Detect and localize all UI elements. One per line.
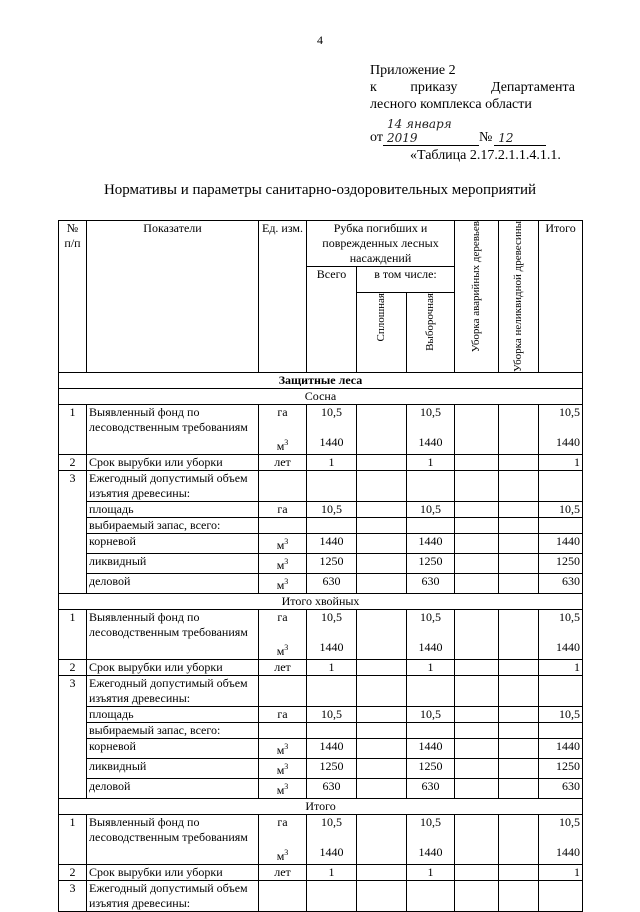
- value-total: 630: [539, 574, 583, 594]
- unit-cell: [259, 518, 307, 534]
- unit-superscript: 3: [284, 762, 289, 772]
- group-header-row: [59, 799, 583, 815]
- table-row: [59, 759, 583, 779]
- value-selective: 10,5: [407, 707, 455, 723]
- unit-cell: лет: [259, 455, 307, 471]
- indicator-name: Выявленный фонд по лесоводственным требованиям: [87, 405, 259, 455]
- value-clear: [357, 865, 407, 881]
- unit-cell: [259, 815, 307, 865]
- page-number: 4: [317, 33, 323, 47]
- value-line-1: 10,5: [420, 405, 441, 420]
- value-line-1: 10,5: [420, 610, 441, 625]
- header-total-all: Всего: [307, 267, 357, 373]
- value-selective: [407, 676, 455, 707]
- value-total-all: 630: [307, 574, 357, 594]
- indicator-name: Срок вырубки или уборки: [87, 455, 259, 471]
- value-line-1: 10,5: [321, 610, 342, 625]
- value-illiquid: [499, 865, 539, 881]
- unit-cell: [259, 610, 307, 660]
- value-line-1: га: [277, 815, 288, 830]
- unit-cell: [259, 471, 307, 502]
- header-illiquid-text: Уборка неликвидной древесины: [512, 221, 524, 373]
- value-emergency: [455, 779, 499, 799]
- value-line-2: 1440: [418, 435, 443, 450]
- value-total-all: [307, 723, 357, 739]
- indicator-name: Ежегодный допустимый объем изъятия древесины:: [87, 881, 259, 912]
- value-total-all: [307, 815, 357, 865]
- header-clear: [357, 293, 407, 373]
- indicator-name: Ежегодный допустимый объем изъятия древесины:: [87, 471, 259, 502]
- value-total-all: 1: [307, 455, 357, 471]
- value-clear: [357, 779, 407, 799]
- indicator-name: площадь: [87, 502, 259, 518]
- unit-superscript: 3: [284, 848, 289, 858]
- value-selective: [407, 881, 455, 912]
- value-total: [539, 676, 583, 707]
- unit-superscript: 3: [284, 643, 289, 653]
- value-illiquid: [499, 405, 539, 455]
- indicator-name: ликвидный: [87, 759, 259, 779]
- value-total: 1: [539, 455, 583, 471]
- value-line-2: [261, 845, 304, 864]
- row-number: 2: [59, 455, 87, 471]
- unit-superscript: 3: [284, 577, 289, 587]
- value-line-1: 10,5: [420, 815, 441, 830]
- value-total: [539, 815, 583, 865]
- norms-table: [58, 220, 583, 912]
- value-total: 1440: [539, 534, 583, 554]
- value-line-1: 10,5: [559, 405, 580, 420]
- value-clear: [357, 676, 407, 707]
- value-illiquid: [499, 676, 539, 707]
- value-clear: [357, 518, 407, 534]
- row-number: 3: [59, 676, 87, 799]
- value-clear: [357, 534, 407, 554]
- value-selective: 1250: [407, 554, 455, 574]
- value-line-1: 10,5: [559, 610, 580, 625]
- value-total-all: 1440: [307, 534, 357, 554]
- value-selective: 1440: [407, 739, 455, 759]
- value-line-1: га: [277, 610, 288, 625]
- value-total-all: 630: [307, 779, 357, 799]
- unit-text: м: [276, 644, 285, 659]
- unit-text: м: [276, 763, 285, 778]
- unit-cell: [259, 405, 307, 455]
- table-row: [59, 881, 583, 912]
- value-total-all: [307, 405, 357, 455]
- unit-cell: [259, 554, 307, 574]
- indicator-name: ликвидный: [87, 554, 259, 574]
- value-illiquid: [499, 815, 539, 865]
- value-emergency: [455, 455, 499, 471]
- value-illiquid: [499, 534, 539, 554]
- value-total: [539, 405, 583, 455]
- indicator-name: деловой: [87, 779, 259, 799]
- value-line-2: 1440: [418, 640, 443, 655]
- indicator-name: Срок вырубки или уборки: [87, 660, 259, 676]
- value-illiquid: [499, 707, 539, 723]
- group-title: Сосна: [59, 389, 583, 405]
- value-total: 1: [539, 865, 583, 881]
- value-emergency: [455, 534, 499, 554]
- value-total: 10,5: [539, 502, 583, 518]
- value-line-1: га: [277, 405, 288, 420]
- value-selective: 1: [407, 660, 455, 676]
- value-clear: [357, 471, 407, 502]
- value-emergency: [455, 707, 499, 723]
- value-clear: [357, 739, 407, 759]
- value-selective: 1250: [407, 759, 455, 779]
- value-total: [539, 723, 583, 739]
- value-line-2: 1440: [319, 640, 344, 655]
- value-line-2: 1440: [556, 845, 580, 860]
- value-emergency: [455, 518, 499, 534]
- value-emergency: [455, 865, 499, 881]
- value-clear: [357, 455, 407, 471]
- value-selective: 1: [407, 865, 455, 881]
- value-total: 1440: [539, 739, 583, 759]
- indicator-name: Ежегодный допустимый объем изъятия древесины:: [87, 676, 259, 707]
- unit-text: м: [276, 743, 285, 758]
- value-line-2: [261, 435, 304, 454]
- appendix-word-order: приказу: [410, 80, 458, 95]
- value-illiquid: [499, 471, 539, 502]
- value-total-all: [307, 471, 357, 502]
- group-header-row: [59, 594, 583, 610]
- value-emergency: [455, 554, 499, 574]
- unit-superscript: 3: [284, 782, 289, 792]
- header-selective: [407, 293, 455, 373]
- unit-cell: [259, 676, 307, 707]
- indicator-name: деловой: [87, 574, 259, 594]
- value-total: [539, 471, 583, 502]
- appendix-word-department: Департамента: [490, 80, 575, 95]
- unit-superscript: 3: [284, 557, 289, 567]
- value-emergency: [455, 723, 499, 739]
- value-emergency: [455, 815, 499, 865]
- value-selective: [407, 471, 455, 502]
- group-header-row: [59, 389, 583, 405]
- table-row: [59, 405, 583, 455]
- header-indicators: Показатели: [87, 221, 259, 373]
- value-line-2: [261, 640, 304, 659]
- header-unit: Ед. изм.: [259, 221, 307, 373]
- value-line-2: 1440: [556, 640, 580, 655]
- unit-text: м: [276, 783, 285, 798]
- value-selective: 1440: [407, 534, 455, 554]
- value-selective: [407, 405, 455, 455]
- appendix-block: [370, 62, 575, 146]
- unit-superscript: 3: [284, 537, 289, 547]
- value-illiquid: [499, 518, 539, 534]
- indicator-name: корневой: [87, 739, 259, 759]
- value-total: [539, 610, 583, 660]
- value-clear: [357, 759, 407, 779]
- value-total-all: 1440: [307, 739, 357, 759]
- value-total: 1: [539, 660, 583, 676]
- value-illiquid: [499, 610, 539, 660]
- table-row: [59, 707, 583, 723]
- value-clear: [357, 707, 407, 723]
- value-total-all: [307, 881, 357, 912]
- value-selective: [407, 815, 455, 865]
- value-total-all: [307, 610, 357, 660]
- unit-text: м: [276, 538, 285, 553]
- value-total-all: 1: [307, 660, 357, 676]
- table-row: [59, 723, 583, 739]
- unit-superscript: 3: [284, 742, 289, 752]
- unit-cell: [259, 739, 307, 759]
- value-total: 1250: [539, 759, 583, 779]
- value-illiquid: [499, 723, 539, 739]
- row-number: 1: [59, 610, 87, 660]
- value-clear: [357, 660, 407, 676]
- indicator-name: Выявленный фонд по лесоводственным требованиям: [87, 610, 259, 660]
- value-line-1: 10,5: [321, 405, 342, 420]
- table-row: [59, 554, 583, 574]
- header-selective-text: Выборочная: [424, 293, 436, 351]
- unit-cell: [259, 574, 307, 594]
- indicator-name: площадь: [87, 707, 259, 723]
- unit-text: м: [276, 578, 285, 593]
- value-illiquid: [499, 574, 539, 594]
- unit-cell: [259, 534, 307, 554]
- indicator-name: корневой: [87, 534, 259, 554]
- value-illiquid: [499, 759, 539, 779]
- table-row: [59, 502, 583, 518]
- indicator-name: выбираемый запас, всего:: [87, 518, 259, 534]
- value-emergency: [455, 610, 499, 660]
- table-row: [59, 676, 583, 707]
- value-line-2: 1440: [319, 435, 344, 450]
- group-title: Итого хвойных: [59, 594, 583, 610]
- value-clear: [357, 610, 407, 660]
- value-line-2: 1440: [556, 435, 580, 450]
- value-illiquid: [499, 739, 539, 759]
- value-total: [539, 518, 583, 534]
- unit-cell: га: [259, 502, 307, 518]
- value-total-all: [307, 676, 357, 707]
- table-row: [59, 518, 583, 534]
- header-clear-text: Сплошная: [375, 293, 387, 342]
- value-line-2: 1440: [319, 845, 344, 860]
- appendix-from: от: [370, 130, 383, 145]
- unit-superscript: 3: [284, 438, 289, 448]
- section-row: [59, 373, 583, 389]
- table-row: [59, 455, 583, 471]
- row-number: 2: [59, 660, 87, 676]
- value-total: 630: [539, 779, 583, 799]
- document-title: Нормативы и параметры санитарно-оздоровительных мероприятий: [103, 182, 537, 198]
- table-row: [59, 660, 583, 676]
- appendix-no-sign: №: [478, 130, 493, 145]
- value-emergency: [455, 574, 499, 594]
- value-emergency: [455, 739, 499, 759]
- row-number: 3: [59, 881, 87, 912]
- value-illiquid: [499, 881, 539, 912]
- value-selective: 630: [407, 779, 455, 799]
- row-number: 1: [59, 405, 87, 455]
- unit-cell: [259, 881, 307, 912]
- value-total-all: 1250: [307, 554, 357, 574]
- table-row: [59, 815, 583, 865]
- value-total-all: [307, 518, 357, 534]
- header-num: № п/п: [59, 221, 87, 373]
- unit-cell: [259, 723, 307, 739]
- value-emergency: [455, 660, 499, 676]
- value-selective: 1: [407, 455, 455, 471]
- header-emergency-text: Уборка аварийных деревьев: [470, 221, 482, 353]
- value-illiquid: [499, 502, 539, 518]
- value-total: [539, 881, 583, 912]
- value-total: 1250: [539, 554, 583, 574]
- indicator-name: Выявленный фонд по лесоводственным требованиям: [87, 815, 259, 865]
- table-reference: «Таблица 2.17.2.1.1.4.1.1.: [410, 148, 561, 163]
- appendix-line-1: Приложение 2: [370, 63, 456, 78]
- value-emergency: [455, 881, 499, 912]
- value-total-all: 1: [307, 865, 357, 881]
- appendix-order-ref: [370, 117, 575, 146]
- value-selective: 630: [407, 574, 455, 594]
- value-emergency: [455, 676, 499, 707]
- value-total-all: 10,5: [307, 502, 357, 518]
- section-title: Защитные леса: [59, 373, 583, 389]
- value-selective: 10,5: [407, 502, 455, 518]
- value-selective: [407, 723, 455, 739]
- value-clear: [357, 723, 407, 739]
- table-row: [59, 779, 583, 799]
- unit-cell: [259, 779, 307, 799]
- unit-text: м: [276, 558, 285, 573]
- value-total-all: 10,5: [307, 707, 357, 723]
- value-clear: [357, 574, 407, 594]
- value-clear: [357, 815, 407, 865]
- unit-cell: лет: [259, 660, 307, 676]
- value-emergency: [455, 471, 499, 502]
- value-selective: [407, 518, 455, 534]
- value-emergency: [455, 759, 499, 779]
- value-clear: [357, 502, 407, 518]
- value-emergency: [455, 405, 499, 455]
- value-emergency: [455, 502, 499, 518]
- unit-text: м: [276, 849, 285, 864]
- header-illiquid: [499, 221, 539, 373]
- group-title: Итого: [59, 799, 583, 815]
- table-row: [59, 865, 583, 881]
- value-line-1: 10,5: [559, 815, 580, 830]
- table-row: [59, 574, 583, 594]
- indicator-name: Срок вырубки или уборки: [87, 865, 259, 881]
- table-row: [59, 610, 583, 660]
- header-emergency: [455, 221, 499, 373]
- row-number: 2: [59, 865, 87, 881]
- unit-text: м: [276, 439, 285, 454]
- value-illiquid: [499, 455, 539, 471]
- value-clear: [357, 554, 407, 574]
- header-including: в том числе:: [357, 267, 455, 293]
- value-line-2: 1440: [418, 845, 443, 860]
- handwritten-date: 14 января 2019: [383, 117, 479, 146]
- value-clear: [357, 881, 407, 912]
- value-line-1: 10,5: [321, 815, 342, 830]
- handwritten-number: 12: [494, 131, 546, 146]
- row-number: 1: [59, 815, 87, 865]
- header-felling: Рубка погибших и поврежденных лесных насаждений: [307, 221, 455, 267]
- header-total: Итого: [539, 221, 583, 373]
- value-total: 10,5: [539, 707, 583, 723]
- appendix-line-2: [370, 79, 575, 96]
- unit-cell: га: [259, 707, 307, 723]
- value-illiquid: [499, 554, 539, 574]
- value-selective: [407, 610, 455, 660]
- indicator-name: выбираемый запас, всего:: [87, 723, 259, 739]
- unit-cell: лет: [259, 865, 307, 881]
- table-row: [59, 534, 583, 554]
- norms-table-body: [59, 373, 583, 912]
- unit-cell: [259, 759, 307, 779]
- value-illiquid: [499, 779, 539, 799]
- value-illiquid: [499, 660, 539, 676]
- value-clear: [357, 405, 407, 455]
- row-number: 3: [59, 471, 87, 594]
- appendix-word-k: к: [370, 80, 377, 95]
- table-row: [59, 739, 583, 759]
- appendix-line-3: лесного комплекса области: [370, 97, 532, 112]
- value-total-all: 1250: [307, 759, 357, 779]
- table-row: [59, 471, 583, 502]
